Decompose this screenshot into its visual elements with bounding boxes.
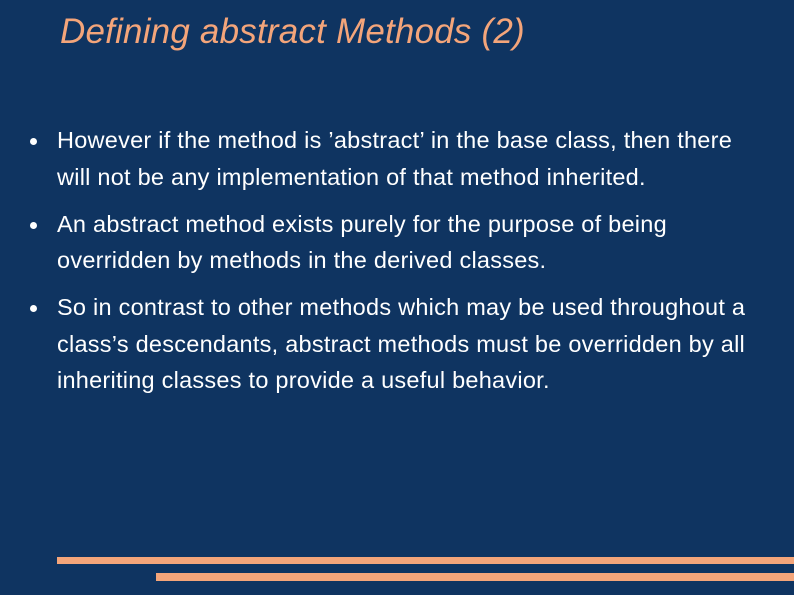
bullet-text: An abstract method exists purely for the purpose of being overridden by methods in the derived classes. — [57, 210, 667, 273]
bullet-item — [30, 122, 770, 195]
bullet-item — [30, 206, 770, 279]
bullet-item — [30, 289, 770, 399]
decorative-bar-bottom — [156, 573, 794, 581]
bullet-dot-icon — [30, 138, 37, 145]
slide-title: Defining abstract Methods (2) — [60, 12, 525, 51]
bullet-text: So in contrast to other methods which may be used throughout a class’s descendants, abstract methods must be overridden by all inheriting classes to provide a useful behavior. — [57, 294, 746, 393]
bullet-dot-icon — [30, 305, 37, 312]
bullet-dot-icon — [30, 222, 37, 229]
bullet-text: However if the method is ’abstract’ in the base class, then there will not be any implementation of that method inherited. — [57, 127, 733, 190]
bullet-list — [30, 122, 770, 399]
decorative-bar-top — [57, 557, 794, 564]
